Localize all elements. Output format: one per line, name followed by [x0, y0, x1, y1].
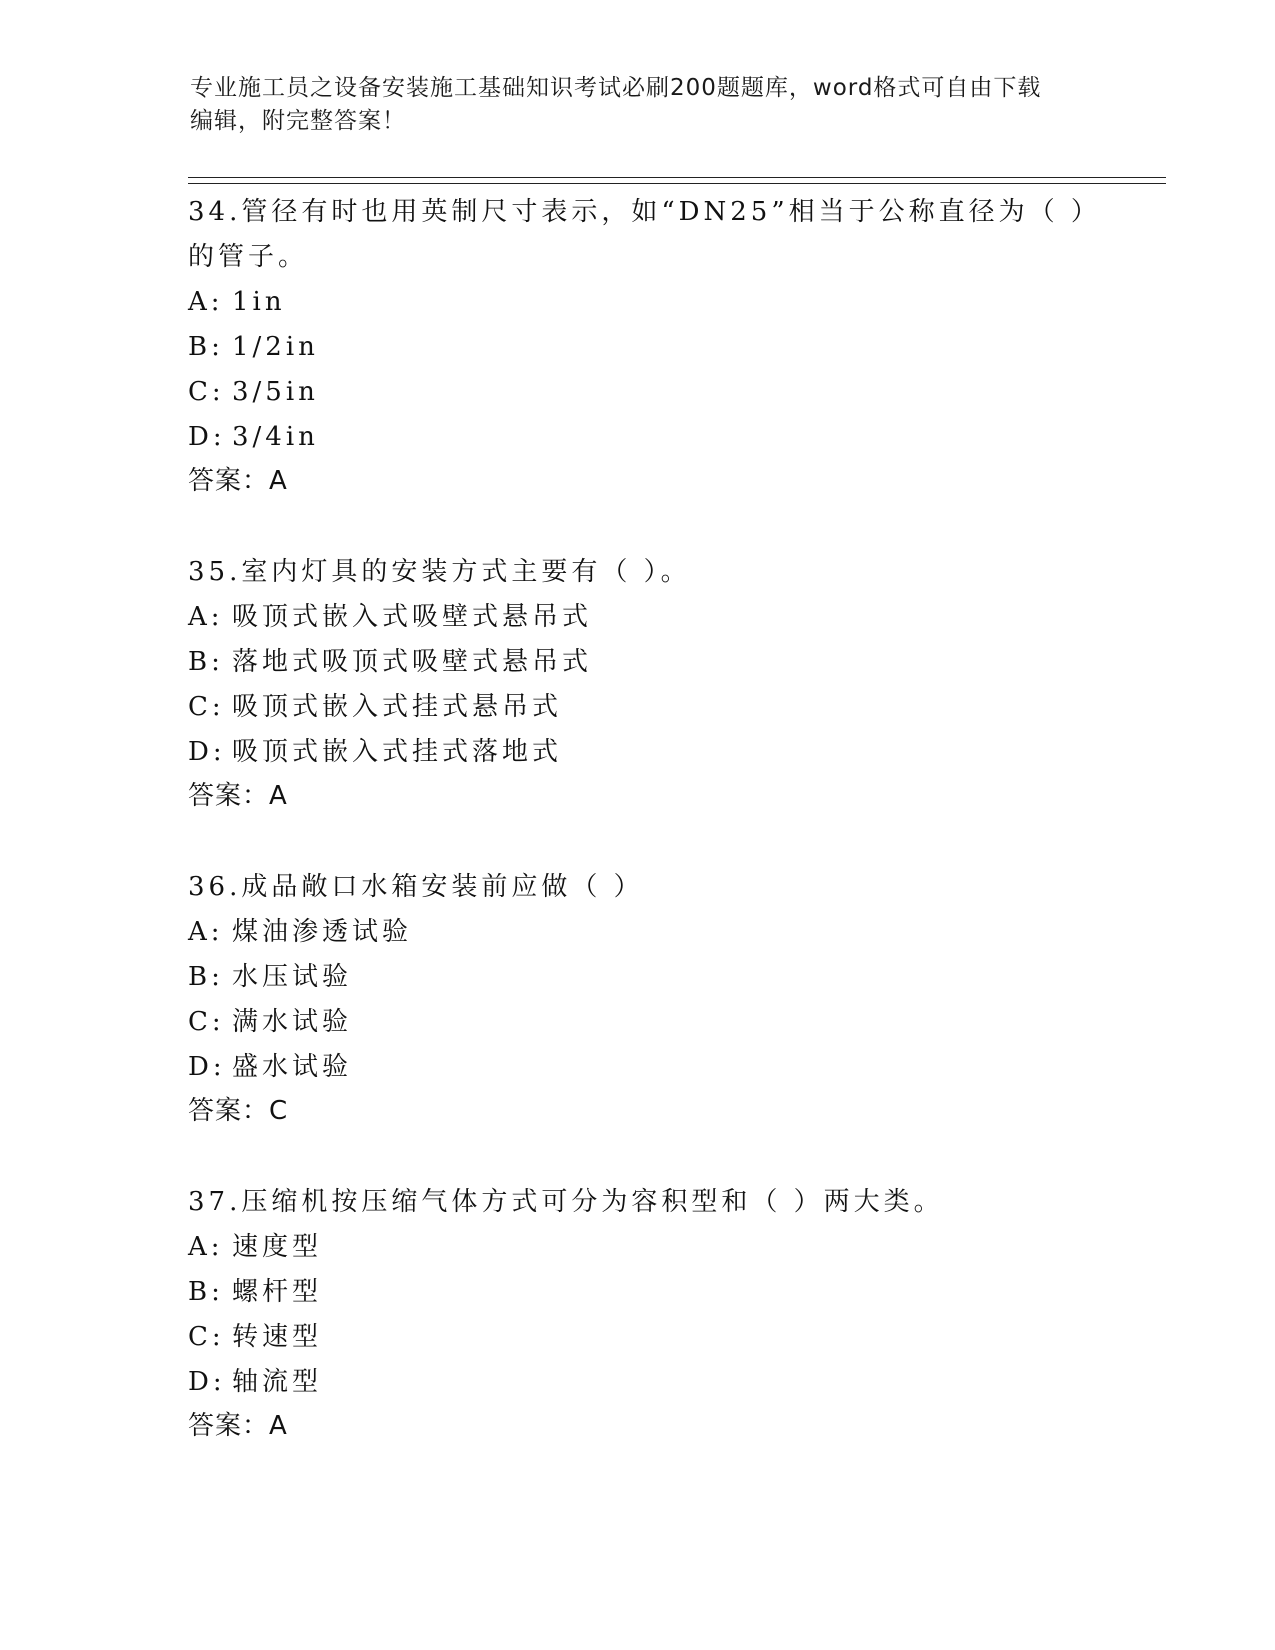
- option-b: [188, 325, 1088, 370]
- document-header: [190, 72, 1070, 138]
- option-label: B:: [188, 1277, 224, 1307]
- option-b: [188, 640, 1088, 685]
- option-text: 盛水试验: [232, 1052, 353, 1082]
- option-label: B:: [188, 332, 224, 362]
- option-text: 满水试验: [232, 1007, 353, 1037]
- option-b: [188, 1270, 1088, 1315]
- header-divider-bottom: [188, 183, 1166, 184]
- option-text: 1in: [232, 287, 286, 317]
- option-text: 螺杆型: [232, 1277, 323, 1307]
- answer-line: 答案：C: [188, 1096, 289, 1126]
- question-stem: 37.压缩机按压缩气体方式可分为容积型和（ ）两大类。: [188, 1187, 944, 1217]
- option-d: [188, 730, 1088, 775]
- option-a: [188, 595, 1088, 640]
- option-b: [188, 955, 1088, 1000]
- option-label: C:: [188, 377, 225, 407]
- option-label: A:: [188, 917, 224, 947]
- option-label: A:: [188, 602, 224, 632]
- option-text: 吸顶式嵌入式挂式悬吊式: [232, 692, 563, 722]
- option-text: 3/4in: [232, 422, 319, 452]
- option-label: D:: [188, 422, 226, 452]
- header-divider-top: [188, 177, 1166, 178]
- question-37: [188, 1180, 1088, 1447]
- option-a: [188, 280, 1088, 325]
- answer-line: 答案：A: [188, 466, 288, 496]
- question-stem: 35.室内灯具的安装方式主要有（ ）。: [188, 557, 691, 587]
- option-d: [188, 415, 1088, 460]
- option-text: 轴流型: [232, 1367, 323, 1397]
- header-line-2: 编辑，附完整答案！: [190, 108, 406, 134]
- question-stem-continued: 的管子。: [188, 242, 309, 272]
- option-label: C:: [188, 692, 225, 722]
- option-label: C:: [188, 1007, 225, 1037]
- question-34: [188, 190, 1101, 502]
- option-text: 煤油渗透试验: [232, 917, 413, 947]
- option-label: A:: [188, 1232, 224, 1262]
- option-a: [188, 1225, 1088, 1270]
- question-stem: 34.管径有时也用英制尺寸表示，如“DN25”相当于公称直径为（ ）: [188, 197, 1101, 227]
- option-text: 落地式吸顶式吸壁式悬吊式: [232, 647, 593, 677]
- question-spacer: [188, 1132, 1088, 1180]
- option-text: 吸顶式嵌入式吸壁式悬吊式: [232, 602, 593, 632]
- option-c: [188, 370, 1088, 415]
- option-a: [188, 910, 1088, 955]
- option-label: A:: [188, 287, 224, 317]
- question-list: [188, 190, 1101, 1447]
- option-text: 转速型: [232, 1322, 323, 1352]
- option-text: 速度型: [232, 1232, 323, 1262]
- option-d: [188, 1045, 1088, 1090]
- question-stem: 36.成品敞口水箱安装前应做（ ）: [188, 872, 644, 902]
- question-35: [188, 550, 1088, 817]
- option-label: D:: [188, 1367, 226, 1397]
- answer-line: 答案：A: [188, 1411, 288, 1441]
- option-text: 水压试验: [232, 962, 353, 992]
- option-d: [188, 1360, 1088, 1405]
- option-text: 3/5in: [232, 377, 319, 407]
- header-line-1: 专业施工员之设备安装施工基础知识考试必刷200题题库，word格式可自由下载: [190, 75, 1042, 101]
- option-label: C:: [188, 1322, 225, 1352]
- option-c: [188, 1000, 1088, 1045]
- question-spacer: [188, 817, 1088, 865]
- option-label: D:: [188, 737, 226, 767]
- option-text: 1/2in: [232, 332, 319, 362]
- option-c: [188, 685, 1088, 730]
- option-label: D:: [188, 1052, 226, 1082]
- answer-line: 答案：A: [188, 781, 288, 811]
- option-text: 吸顶式嵌入式挂式落地式: [232, 737, 563, 767]
- option-label: B:: [188, 962, 224, 992]
- option-c: [188, 1315, 1088, 1360]
- question-spacer: [188, 502, 1088, 550]
- option-label: B:: [188, 647, 224, 677]
- question-36: [188, 865, 1088, 1132]
